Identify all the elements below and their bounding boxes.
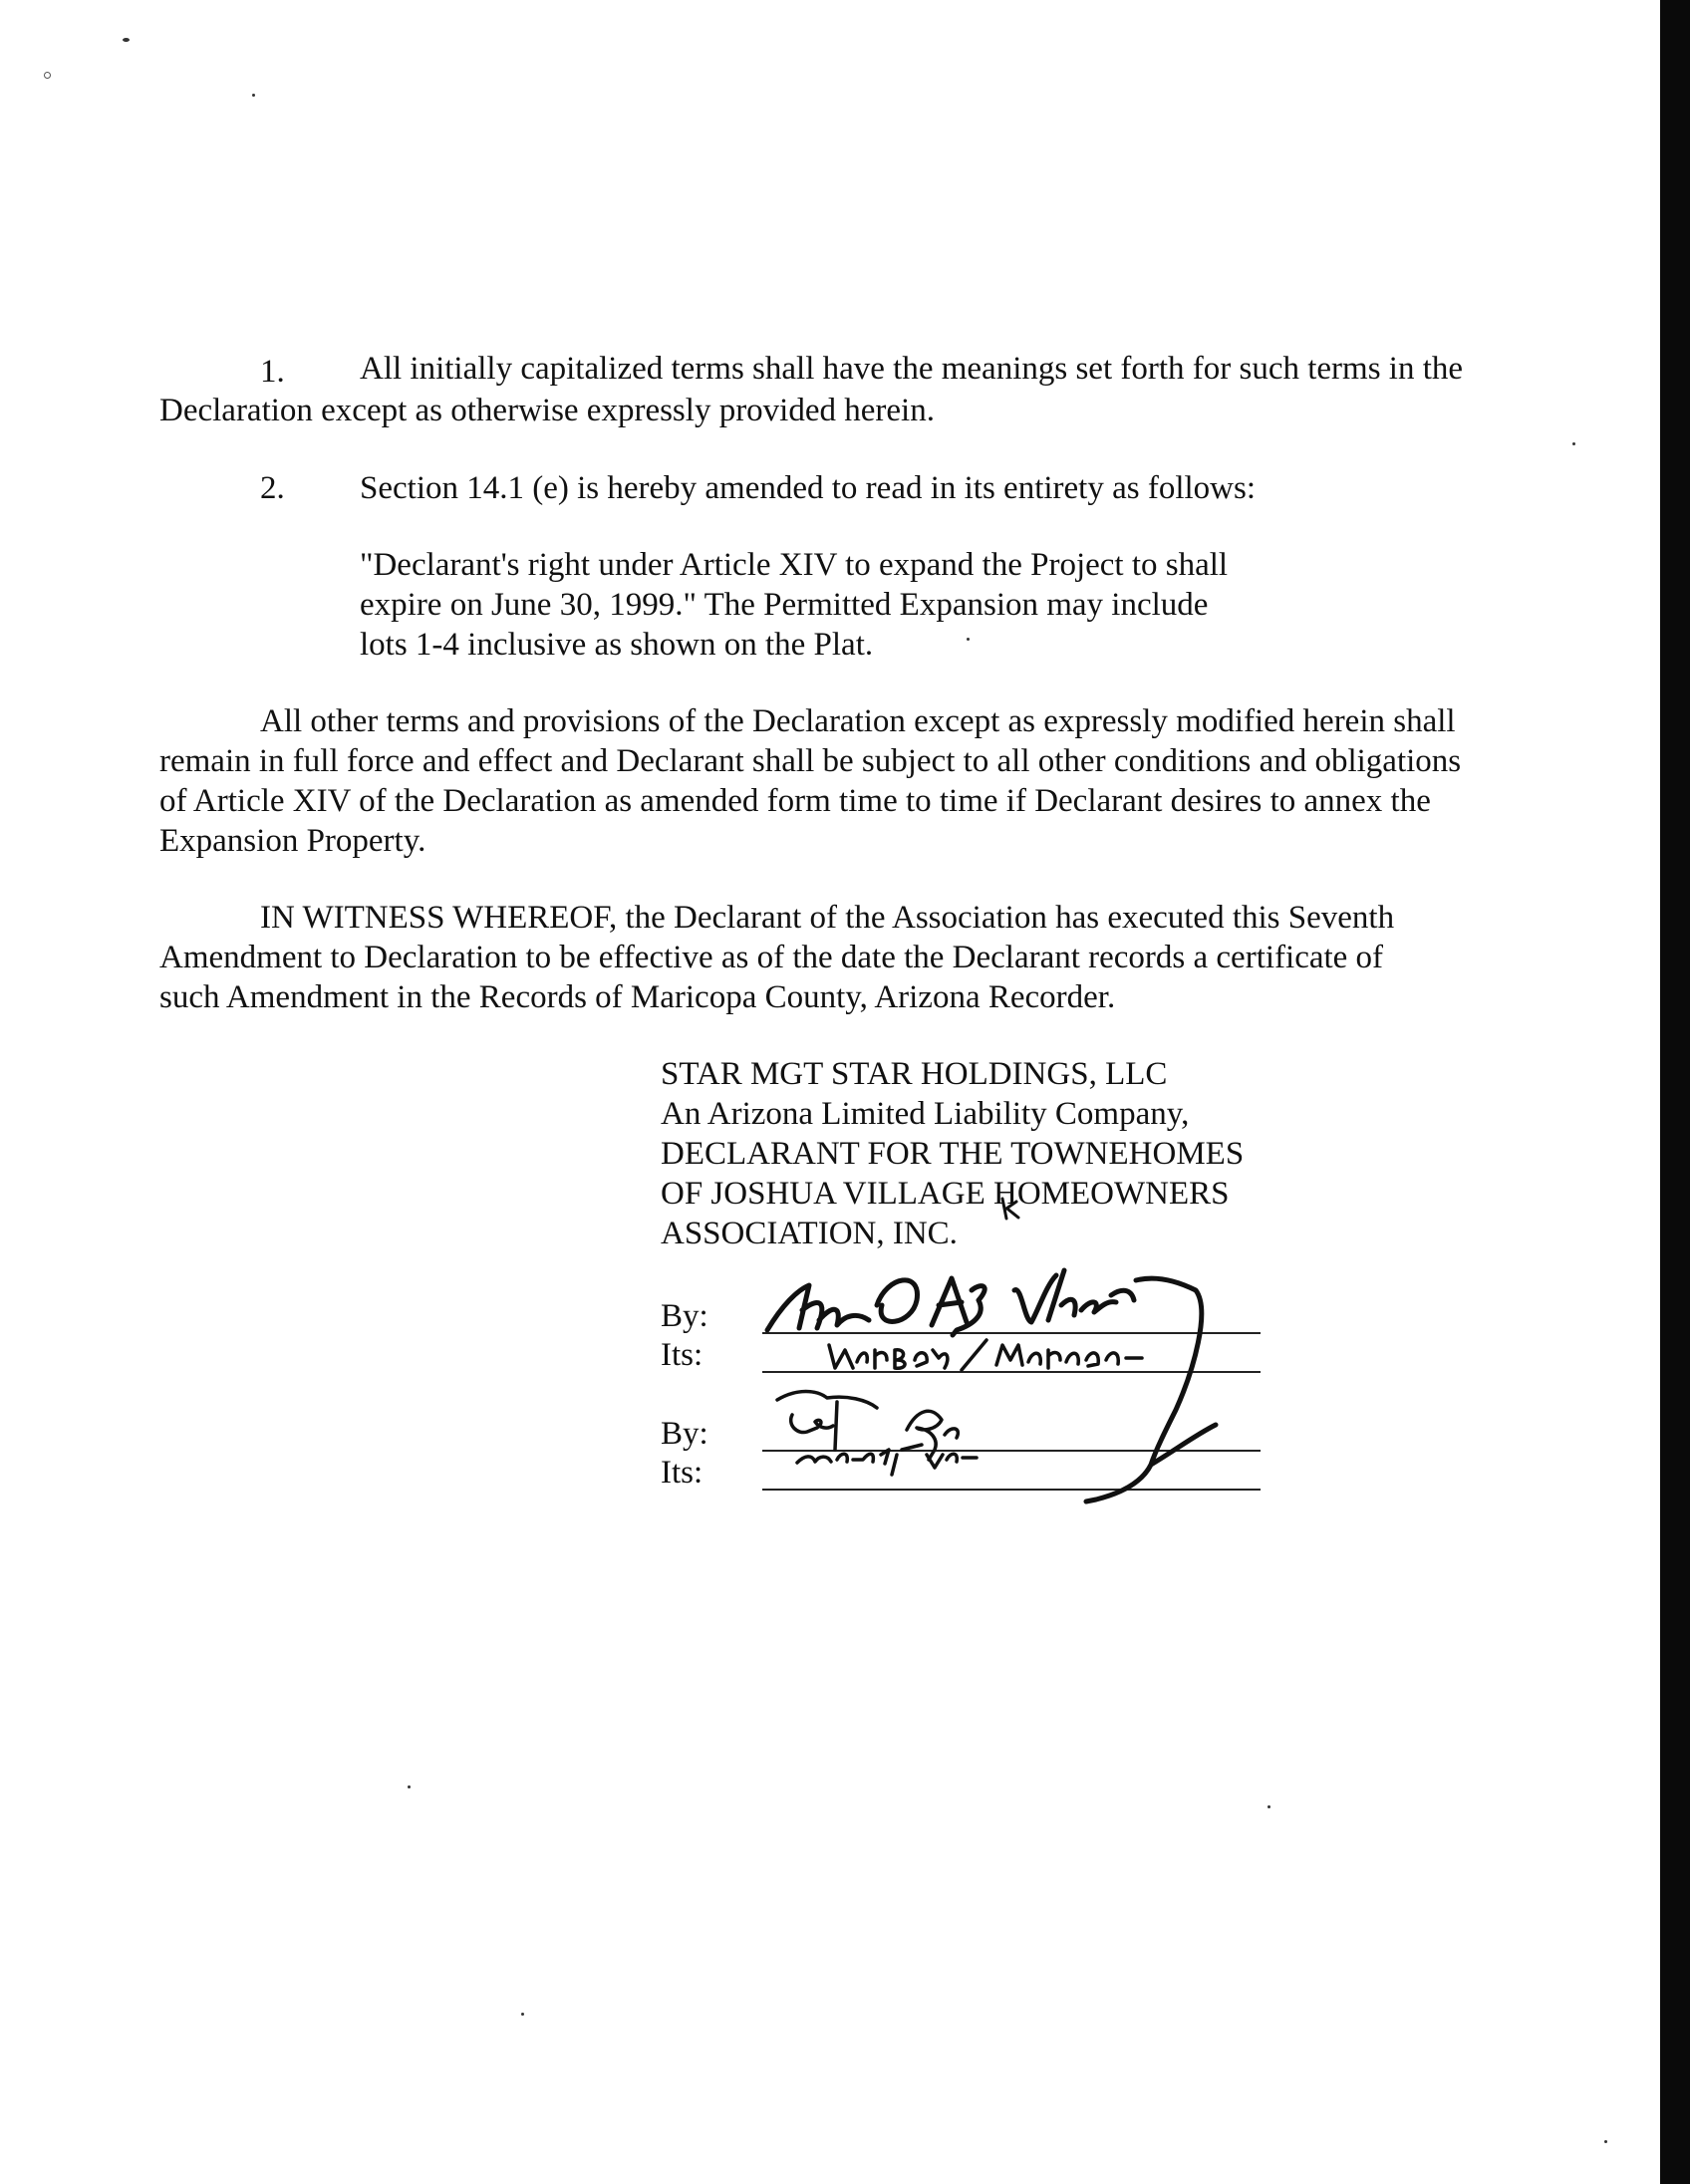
paragraph-2-line-1: Section 14.1 (e) is hereby amended to read in its entirety as follows:: [360, 470, 1257, 506]
scan-speck: [1572, 442, 1575, 445]
scan-speck: [967, 638, 970, 641]
signature-block-line-4: OF JOSHUA VILLAGE HOMEOWNERS: [661, 1176, 1230, 1212]
signature-block-line-3: DECLARANT FOR THE TOWNEHOMES: [661, 1136, 1245, 1172]
scan-speck: [123, 38, 130, 42]
by-label-1: By:: [661, 1298, 708, 1334]
signature-block-line-2: An Arizona Limited Liability Company,: [661, 1096, 1190, 1132]
scan-speck: [1604, 2140, 1607, 2143]
scan-speck: [252, 94, 255, 97]
amendment-quote-line-1: "Declarant's right under Article XIV to expand the Project to shall: [360, 547, 1229, 583]
amendment-quote-line-3: lots 1-4 inclusive as shown on the Plat.: [360, 627, 874, 663]
its-label-1: Its:: [661, 1337, 704, 1373]
paragraph-1-line-2: Declaration except as otherwise expressly provided herein.: [159, 393, 935, 428]
scan-edge: [1660, 0, 1690, 2184]
by-label-2: By:: [661, 1416, 708, 1452]
handwritten-signature-1: [757, 1250, 1355, 1519]
witness-line-1: IN WITNESS WHEREOF, the Declarant of the Association has executed this Seventh: [260, 900, 1395, 936]
scan-speck: [521, 2013, 524, 2016]
scan-speck: [1268, 1805, 1270, 1808]
its-label-2: Its:: [661, 1455, 704, 1491]
paragraph-3-line-2: remain in full force and effect and Declarant shall be subject to all other conditions and obligations: [159, 743, 1462, 779]
paragraph-2-number: 2.: [260, 470, 285, 506]
paragraph-3-line-4: Expansion Property.: [159, 823, 426, 859]
paragraph-1-number: 1.: [260, 354, 285, 390]
paragraph-3-line-1: All other terms and provisions of the Declaration except as expressly modified herein shall: [260, 703, 1456, 739]
signature-block-line-5: ASSOCIATION, INC.: [661, 1216, 958, 1251]
witness-line-2: Amendment to Declaration to be effective as of the date the Declarant records a certificate of: [159, 940, 1384, 975]
paragraph-1-line-1: All initially capitalized terms shall have the meanings set forth for such terms in the: [360, 351, 1464, 387]
handwritten-mark: [994, 1194, 1024, 1224]
paragraph-3-line-3: of Article XIV of the Declaration as amended form time to time if Declarant desires to annex the: [159, 783, 1431, 819]
scan-speck: [408, 1785, 411, 1788]
signature-block-line-1: STAR MGT STAR HOLDINGS, LLC: [661, 1056, 1168, 1092]
amendment-quote-line-2: expire on June 30, 1999." The Permitted Expansion may include: [360, 587, 1209, 623]
scan-speck: [44, 72, 51, 79]
witness-line-3: such Amendment in the Records of Maricopa County, Arizona Recorder.: [159, 979, 1116, 1015]
